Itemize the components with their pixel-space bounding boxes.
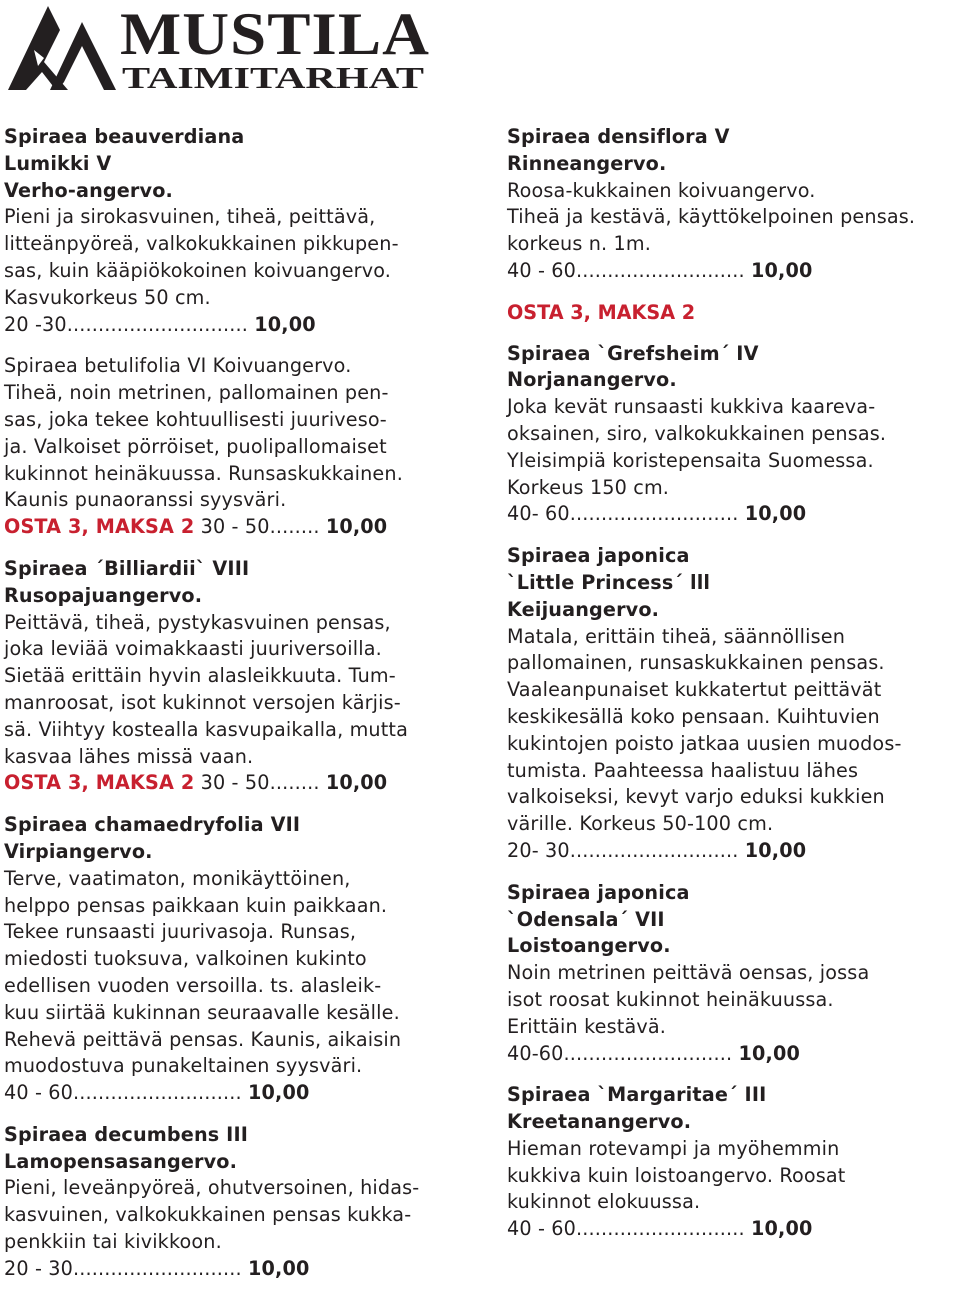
plant-title-line: Virpiangervo. xyxy=(4,839,153,863)
price-row xyxy=(507,258,960,285)
leader-dots: ........................... xyxy=(563,1041,733,1065)
size-range: 40 - 60 xyxy=(507,258,577,282)
price-row xyxy=(507,1041,960,1068)
plant-description-line: joka leviää voimakkaasti juuriversoilla. xyxy=(4,637,382,661)
plant-description-line: valkoiseksi, kevyt varjo eduksi kukkien xyxy=(507,785,885,809)
size-range: 40- 60 xyxy=(507,502,570,526)
leader-dots: ........ xyxy=(269,515,320,539)
size-range: 40-60 xyxy=(507,1041,564,1065)
price-value: 10,00 xyxy=(325,771,388,795)
left-column xyxy=(4,124,460,1298)
price-row xyxy=(4,770,460,797)
plant-entry xyxy=(507,1082,960,1243)
plant-description-line: sä. Viihtyy kostealla kasvupaikalla, mutta xyxy=(4,717,408,741)
plant-description-line: kasvaa lähes missä vaan. xyxy=(4,744,254,768)
plant-description-line: Pieni ja sirokasvuinen, tiheä, peittävä, xyxy=(4,205,376,229)
price-row xyxy=(507,1216,960,1243)
plant-description-line: sas, kuin kääpiökokoinen koivuangervo. xyxy=(4,258,392,282)
price-row xyxy=(507,838,960,865)
plant-title-line: Rusopajuangervo. xyxy=(4,583,203,607)
plant-description-line: pallomainen, runsaskukkainen pensas. xyxy=(507,651,885,675)
plant-description-line: Kaunis punaoranssi syysväri. xyxy=(4,488,287,512)
plant-description-line: edellisen vuoden versoilla. ts. alasleik- xyxy=(4,973,382,997)
offer-label: OSTA 3, MAKSA 2 xyxy=(4,515,195,539)
plant-title-line: Spiraea densiflora V xyxy=(507,125,730,148)
offer-label: OSTA 3, MAKSA 2 xyxy=(4,771,195,795)
leader-dots: ........................... xyxy=(576,258,745,282)
plant-description-line: kukintojen poisto jatkaa uusien muodos- xyxy=(507,731,902,755)
price-value: 10,00 xyxy=(738,1041,800,1065)
offer-banner: OSTA 3, MAKSA 2 xyxy=(507,300,696,324)
leader-dots: ........................... xyxy=(73,1081,242,1105)
price-row xyxy=(4,1080,460,1107)
price-value: 10,00 xyxy=(751,258,813,282)
size-range: 40 - 60 xyxy=(4,1081,74,1105)
plant-description-line: Joka kevät runsaasti kukkiva kaareva- xyxy=(507,395,876,419)
plant-description-line: ja. Valkoiset pörröiset, puolipallomaiset xyxy=(4,434,387,458)
plant-title-line: Spiraea japonica xyxy=(507,544,690,568)
plant-title-line: Spiraea chamaedryfolia VII xyxy=(4,813,301,837)
plant-description-line: Pieni, leveänpyöreä, ohutversoinen, hidas- xyxy=(4,1176,420,1200)
price-value: 10,00 xyxy=(325,515,388,539)
brand-name: MUSTILA xyxy=(120,1,430,67)
size-range: 30 - 50 xyxy=(200,771,270,795)
plant-title-line: `Little Princess´ lll xyxy=(507,570,711,594)
plant-title-line: Keijuangervo. xyxy=(507,597,660,621)
plant-description-line: sas, joka tekee kohtuullisesti juurivesо- xyxy=(4,407,387,431)
leader-dots: ........................... xyxy=(569,838,739,862)
plant-description-line: Rehevä peittävä pensas. Kaunis, aikaisin xyxy=(4,1027,402,1051)
plant-description-line: miedosti tuoksuva, valkoinen kukinto xyxy=(4,947,367,971)
plant-title-line: Kreetanangervo. xyxy=(507,1110,692,1134)
plant-description-line: Terve, vaatimaton, monikäyttöinen, xyxy=(4,866,351,890)
price-value: 10,00 xyxy=(248,1081,310,1105)
size-range: 30 - 50 xyxy=(200,515,270,539)
plant-description-line: kukinnot elokuussa. xyxy=(507,1190,701,1214)
plant-title-line: Lumikki V xyxy=(4,151,112,175)
plant-entry xyxy=(507,543,960,865)
plant-title-line: Spiraea `Margaritae´ III xyxy=(507,1083,767,1107)
price-value: 10,00 xyxy=(751,1217,813,1241)
brand-tagline: TAIMITARHAT xyxy=(122,60,425,95)
plant-description-line: oksainen, siro, valkokukkainen pensas. xyxy=(507,421,887,445)
plant-title-line: Spiraea ´Billiardii` VIII xyxy=(4,556,250,580)
plant-entry xyxy=(4,556,460,797)
plant-description-line: tumista. Paahteessa haalistuu lähes xyxy=(507,758,859,782)
leader-dots: ........................... xyxy=(569,502,739,526)
plant-description-line: kuu siirtää kukinnan seuraavalle kesälle. xyxy=(4,1000,400,1024)
plant-description-line: kasvuinen, valkokukkainen pensas kukka- xyxy=(4,1203,412,1227)
price-row xyxy=(4,514,460,541)
price-value: 10,00 xyxy=(254,312,316,336)
leader-dots: ............................. xyxy=(66,312,248,336)
plant-description-line: Tekee runsaasti juurivasoja. Runsas, xyxy=(4,920,357,944)
price-row xyxy=(507,501,960,528)
plant-entry xyxy=(507,341,960,529)
plant-title-line: Spiraea `Grefsheim´ IV xyxy=(507,341,759,365)
plant-entry xyxy=(4,1122,460,1283)
header xyxy=(0,0,480,100)
plant-title-line: Verho-angervo. xyxy=(4,178,173,202)
plant-description-line: Vaaleanpunaiset kukkatertut peittävät xyxy=(507,678,882,702)
plant-description-line: kukkiva kuin loistoangervo. Roosat xyxy=(507,1163,846,1187)
price-row xyxy=(4,312,460,339)
plant-description-line: helppo pensas paikkaan kuin paikkaan. xyxy=(4,893,388,917)
plant-entry xyxy=(507,124,960,285)
plant-description-line: Korkeus 150 cm. xyxy=(507,475,670,499)
leader-dots: ........................... xyxy=(73,1256,242,1280)
plant-title-line: Lamopensasangervo. xyxy=(4,1149,238,1173)
plant-description-line: muodostuva punakeltainen syysväri. xyxy=(4,1054,363,1078)
plant-title-line: Spiraea beauverdiana xyxy=(4,125,245,148)
size-range: 20 - 30 xyxy=(4,1256,74,1280)
plant-description-line: keskikesällä koko pensaan. Kuihtuvien xyxy=(507,704,880,728)
plant-title-line: Rinneangervo. xyxy=(507,151,667,175)
plant-title-line: Loistoangervo. xyxy=(507,934,671,958)
size-range: 20- 30 xyxy=(507,838,570,862)
plant-title-line: Norjanangervo. xyxy=(507,368,677,392)
plant-description-line: Sietää erittäin hyvin alasleikkuuta. Tum- xyxy=(4,664,396,688)
plant-description-line: korkeus n. 1m. xyxy=(507,232,652,256)
plant-description-line: Tiheä ja kestävä, käyttökelpoinen pensas. xyxy=(507,205,916,229)
plant-title-line: Spiraea japonica xyxy=(507,880,690,904)
plant-entry xyxy=(4,124,460,338)
plant-description-line: Erittäin kestävä. xyxy=(507,1014,667,1038)
plant-entry xyxy=(4,353,460,541)
plant-entry xyxy=(507,880,960,1068)
plant-description-line: isot roosat kukinnot heinäkuussa. xyxy=(507,987,834,1011)
size-range: 20 -30 xyxy=(4,312,67,336)
plant-title-line: `Odensala´ VII xyxy=(507,907,665,931)
plant-description-line: Noin metrinen peittävä oensas, jossa xyxy=(507,961,870,985)
plant-description-line: Peittävä, tiheä, pystykasvuinen pensas, xyxy=(4,610,391,634)
plant-description-line: värille. Korkeus 50-100 cm. xyxy=(507,812,774,836)
plant-description-line: kukinnot heinäkuussa. Runsaskukkainen. xyxy=(4,461,403,485)
leader-dots: ........................... xyxy=(576,1217,745,1241)
price-value: 10,00 xyxy=(744,502,807,526)
price-row xyxy=(4,1256,460,1283)
plant-description-line: penkkiin tai kivikkoon. xyxy=(4,1230,222,1254)
price-value: 10,00 xyxy=(744,838,807,862)
size-range: 40 - 60 xyxy=(507,1217,577,1241)
plant-description-line: manroosat, isot kukinnot versojen kärjis- xyxy=(4,690,401,714)
plant-description-line: Yleisimpiä koristepensaita Suomessa. xyxy=(507,448,874,472)
leader-dots: ........ xyxy=(269,771,320,795)
plant-description-line: Roosa-kukkainen koivuangervo. xyxy=(507,178,816,202)
plant-entry xyxy=(4,812,460,1107)
plant-description-line: Spiraea betulifolia VI Koivuangervo. xyxy=(4,354,352,378)
plant-description-line: Matala, erittäin tiheä, säännöllisen xyxy=(507,624,846,648)
plant-description-line: litteänpyöreä, valkokukkainen pikkupen- xyxy=(4,232,399,256)
right-column xyxy=(507,124,960,1258)
plant-description-line: Tiheä, noin metrinen, pallomainen pen- xyxy=(4,381,389,405)
plant-title-line: Spiraea decumbens III xyxy=(4,1122,249,1146)
tree-logo-icon xyxy=(8,6,116,90)
plant-description-line: Hieman rotevampi ja myöhemmin xyxy=(507,1136,840,1160)
price-value: 10,00 xyxy=(248,1256,310,1280)
plant-description-line: Kasvukorkeus 50 cm. xyxy=(4,285,211,309)
mustila-logo xyxy=(4,0,444,96)
